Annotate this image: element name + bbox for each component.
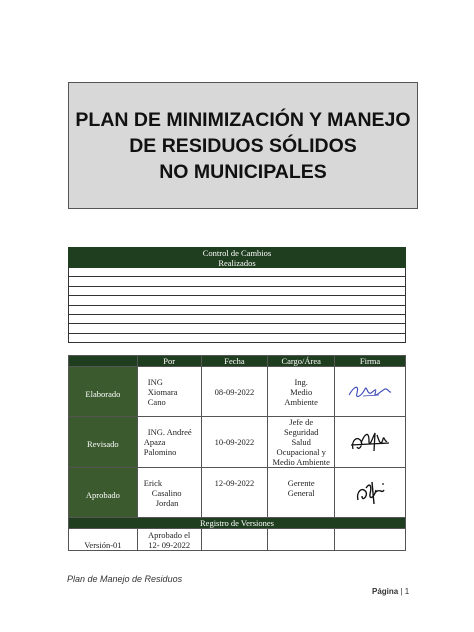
control-cambios-header-line2: Realizados [218, 257, 256, 268]
title-line-2: DE RESIDUOS SÓLIDOS [129, 134, 357, 157]
header-cargo: Cargo/Área [268, 356, 335, 367]
version-empty-cell [268, 529, 335, 551]
cargo-line: Salud [291, 437, 311, 447]
control-cambios-table [68, 247, 406, 343]
page-label: Página [372, 587, 399, 596]
page-number: 1 [404, 587, 410, 596]
header-fecha: Fecha [201, 356, 268, 367]
signature-cell [335, 417, 406, 468]
signature-cell [335, 468, 406, 518]
cargo-line: Ambiente [284, 396, 318, 407]
role-label: Aprobado [69, 468, 138, 518]
name-line: Palomino [143, 447, 177, 457]
page-separator: | [400, 587, 403, 596]
cargo-cell [268, 468, 335, 518]
cargo-line: Gerente [287, 478, 315, 488]
control-cambios-row [68, 306, 406, 315]
title-line-1: PLAN DE MINIMIZACIÓN Y MANEJO [75, 108, 411, 131]
name-cell [137, 367, 201, 417]
header-firma: Firma [335, 356, 406, 367]
header-empty [69, 356, 138, 367]
control-cambios-row [68, 277, 406, 286]
name-cell [137, 468, 201, 518]
date-cell: 08-09-2022 [201, 367, 268, 417]
version-desc-line1: Aprobado el [148, 529, 191, 540]
control-cambios-row [68, 296, 406, 305]
version-label: Versión-01 [69, 529, 138, 551]
cargo-line: Ocupacional y [276, 447, 326, 457]
version-desc-line2: 12- 09-2022 [148, 539, 191, 550]
versions-header-row [69, 518, 406, 529]
control-cambios-header-line1: Control de Cambios [202, 248, 272, 258]
control-cambios-rows [68, 268, 406, 343]
cargo-line: Ing. [294, 376, 308, 387]
name-line: ING. Andreé [147, 427, 192, 437]
name-line: Erick [143, 477, 163, 488]
control-cambios-row [68, 315, 406, 324]
row-revisado [69, 417, 406, 468]
name-line: Cano [147, 396, 166, 407]
cargo-line: Medio [290, 386, 313, 397]
cargo-cell [268, 417, 335, 468]
control-cambios-row [68, 287, 406, 296]
title-line-3: NO MUNICIPALES [159, 160, 327, 183]
cargo-line: Jefe de [289, 417, 314, 427]
control-cambios-row [68, 324, 406, 333]
signature-aprobado [350, 478, 390, 508]
version-empty-cell [335, 529, 406, 551]
version-row [69, 529, 406, 551]
cargo-cell [268, 367, 335, 417]
name-line: ING [147, 376, 163, 387]
cargo-line: Medio Ambiente [272, 457, 330, 467]
row-elaborado [69, 367, 406, 417]
name-line: Jordan [155, 497, 179, 508]
role-label: Revisado [69, 417, 138, 468]
role-label: Elaborado [69, 367, 138, 417]
approvals-header-row [69, 356, 406, 367]
version-empty-cell [201, 529, 268, 551]
signature-cell [335, 367, 406, 417]
date-cell: 12-09-2022 [201, 468, 268, 518]
cargo-line: Seguridad [283, 427, 319, 437]
footer-document-name: Plan de Manejo de Residuos [67, 574, 183, 584]
header-por: Por [137, 356, 201, 367]
control-cambios-header [68, 247, 406, 268]
name-line: Casalino [151, 487, 182, 498]
document-title-box [68, 82, 418, 209]
control-cambios-row [68, 268, 406, 277]
name-line: Apaza [143, 437, 166, 447]
date-cell: 10-09-2022 [201, 417, 268, 468]
cargo-line: General [287, 488, 315, 498]
name-cell [137, 417, 201, 468]
row-aprobado [69, 468, 406, 518]
footer-page-number [372, 587, 409, 596]
versions-header: Registro de Versiones [69, 518, 406, 529]
signature-revisado [347, 427, 393, 457]
approvals-table [68, 355, 406, 551]
name-line: Xiomara [147, 386, 178, 397]
version-desc [137, 529, 201, 551]
control-cambios-row [68, 334, 406, 343]
signature-elaborado [345, 381, 395, 403]
